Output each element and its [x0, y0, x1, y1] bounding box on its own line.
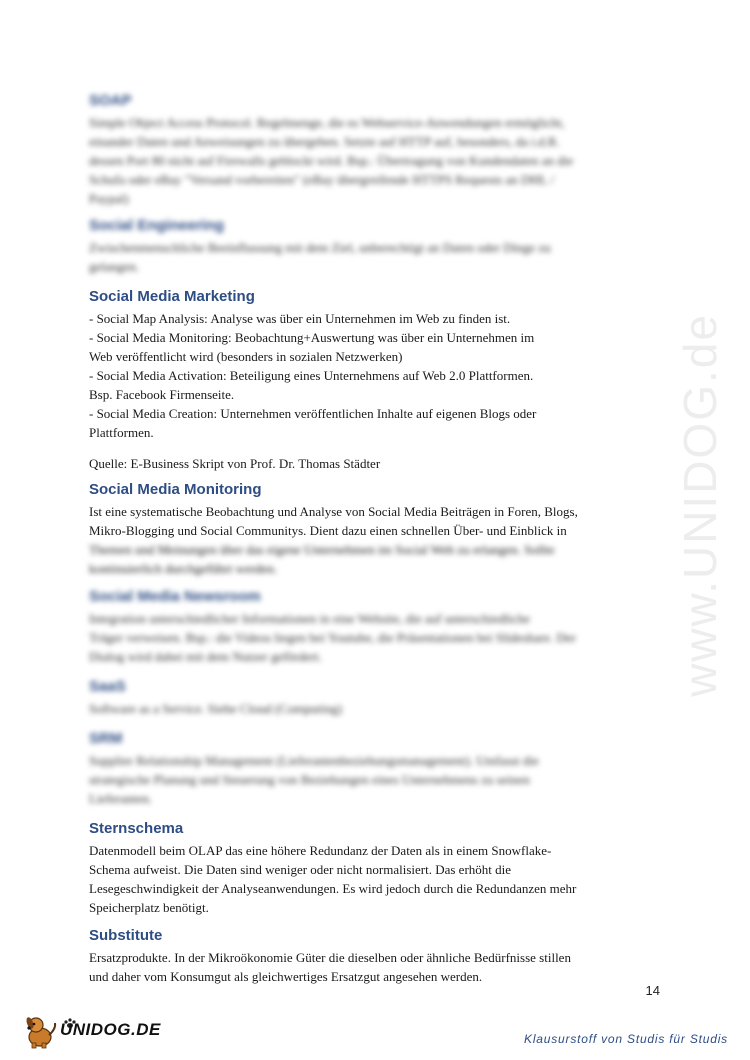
- text-line: Integration unterschiedlicher Informationen in eine Website, die auf unterschiedliche: [89, 611, 530, 626]
- text-line: Lesegeschwindigkeit der Analyseanwendungen. Es wird jedoch durch die Redundanzen mehr: [89, 881, 577, 896]
- text-line: Bsp. Facebook Firmenseite.: [89, 387, 235, 402]
- entry-social-engineering: [89, 217, 651, 276]
- text-line: Mikro-Blogging und Social Communitys. Dient dazu einen schnellen Über- und Einblick in: [89, 523, 567, 538]
- entry-text: [89, 113, 651, 208]
- entry-heading: Sternschema: [89, 820, 184, 837]
- text-line: und daher vom Konsumgut als gleichwertiges Ersatzgut angesehen werden.: [89, 969, 483, 984]
- text-line: einander Daten und Anweisungen zu übergeben. Setzte auf HTTP auf, besonders, da i.d.R.: [89, 134, 560, 149]
- text-line: Speicherplatz benötigt.: [89, 900, 209, 915]
- text-line: Ist eine systematische Beobachtung und Analyse von Social Media Beiträgen in Foren, Blogs,: [89, 504, 578, 519]
- entry-heading: Social Engineering: [89, 217, 225, 234]
- entry-text: [89, 699, 651, 718]
- entry-heading: SOAP: [89, 92, 132, 109]
- text-line: strategische Planung und Steuerung von Beziehungen eines Unternehmens zu seinen: [89, 772, 530, 787]
- text-line: dessen Port 80 nicht auf Firewalls geblockt wird. Bsp.: Übertragung von Kundendaten an die: [89, 153, 574, 168]
- text-line: Plattformen.: [89, 425, 154, 440]
- footer-tagline: Klausurstoff von Studis für Studis: [524, 1032, 728, 1046]
- text-line: Datenmodell beim OLAP das eine höhere Redundanz der Daten als in einem Snowflake-: [89, 843, 552, 858]
- text-line: Ersatzprodukte. In der Mikroökonomie Güter die dieselben oder ähnliche Bedürfnisse stillen: [89, 950, 571, 965]
- entry-heading: Social Media Newsroom: [89, 588, 261, 605]
- entry-substitute: [89, 927, 651, 986]
- source-note: Quelle: E-Business Skript von Prof. Dr. Thomas Städter: [89, 456, 381, 471]
- dog-mascot-icon: [25, 1016, 55, 1048]
- text-line: - Social Map Analysis: Analyse was über ein Unternehmen im Web zu finden ist.: [89, 311, 511, 326]
- text-line: Paypal): [89, 191, 129, 206]
- page-number: 14: [645, 983, 660, 998]
- text-line: Simple Object Access Protocol. Regelmenge, die es Webservice-Anwendungen ermöglicht,: [89, 115, 565, 130]
- logo-text: UNIDOG.DE: [60, 1020, 161, 1039]
- text-line: - Social Media Activation: Beteiligung eines Unternehmens auf Web 2.0 Plattformen.: [89, 368, 534, 383]
- entry-text: [89, 609, 651, 666]
- entry-heading: Social Media Monitoring: [89, 481, 262, 498]
- entry-social-media-marketing: [89, 288, 651, 473]
- text-line: - Social Media Creation: Unternehmen veröffentlichen Inhalte auf eigenen Blogs oder: [89, 406, 537, 421]
- entry-text: [89, 309, 651, 442]
- entry-text: [89, 238, 651, 276]
- entry-text: [89, 841, 651, 917]
- text-line: Dialog wird dabei mit dem Nutzer gefördert.: [89, 649, 322, 664]
- entry-heading: Substitute: [89, 927, 163, 944]
- text-line: Träger verweisen. Bsp.: die Videos liegen bei Youtube, die Präsentationen bei Slideshare. Der: [89, 630, 576, 645]
- entry-heading: SRM: [89, 730, 123, 747]
- entry-text: [89, 502, 651, 540]
- watermark-text: www.UNIDOG.de: [674, 313, 726, 697]
- entry-social-media-newsroom: [89, 588, 651, 666]
- watermark: [660, 270, 740, 740]
- entry-social-media-monitoring: [89, 481, 651, 578]
- text-line: - Social Media Monitoring: Beobachtung+Auswertung was über ein Unternehmen im: [89, 330, 535, 345]
- entry-text-blurred: [89, 540, 651, 578]
- entry-text: [89, 751, 651, 808]
- text-line: Zwischenmenschliche Beeinflussung mit dem Ziel, unberechtigt an Daten oder Dinge zu: [89, 240, 551, 255]
- entry-saas: [89, 678, 651, 718]
- entry-srm: [89, 730, 651, 808]
- entry-text: [89, 948, 651, 986]
- entry-soap: [89, 92, 651, 208]
- text-line: Web veröffentlicht wird (besonders in sozialen Netzwerken): [89, 349, 403, 364]
- entry-sternschema: [89, 820, 651, 917]
- text-line: Schufa oder eBay "Versand vorbereiten" (eBay übergreifende HTTPS Requests an DHL /: [89, 172, 555, 187]
- text-line: Lieferanten.: [89, 791, 153, 806]
- text-line: Supplier Relationship Management (Lieferantenbeziehungsmanagement). Umfasst die: [89, 753, 539, 768]
- text-line: gelangen.: [89, 259, 140, 274]
- entry-heading: Social Media Marketing: [89, 288, 255, 305]
- text-line: kontinuierlich durchgeführt werden.: [89, 561, 278, 576]
- text-line: Themen und Meinungen über das eigene Unternehmen im Social Web zu erlangen. Sollte: [89, 542, 555, 557]
- text-line: Schema aufweist. Die Daten sind weniger oder nicht normalisiert. Das erhöht die: [89, 862, 512, 877]
- entry-heading: SaaS: [89, 678, 126, 695]
- text-line: Software as a Service. Siehe Cloud (Computing): [89, 701, 343, 716]
